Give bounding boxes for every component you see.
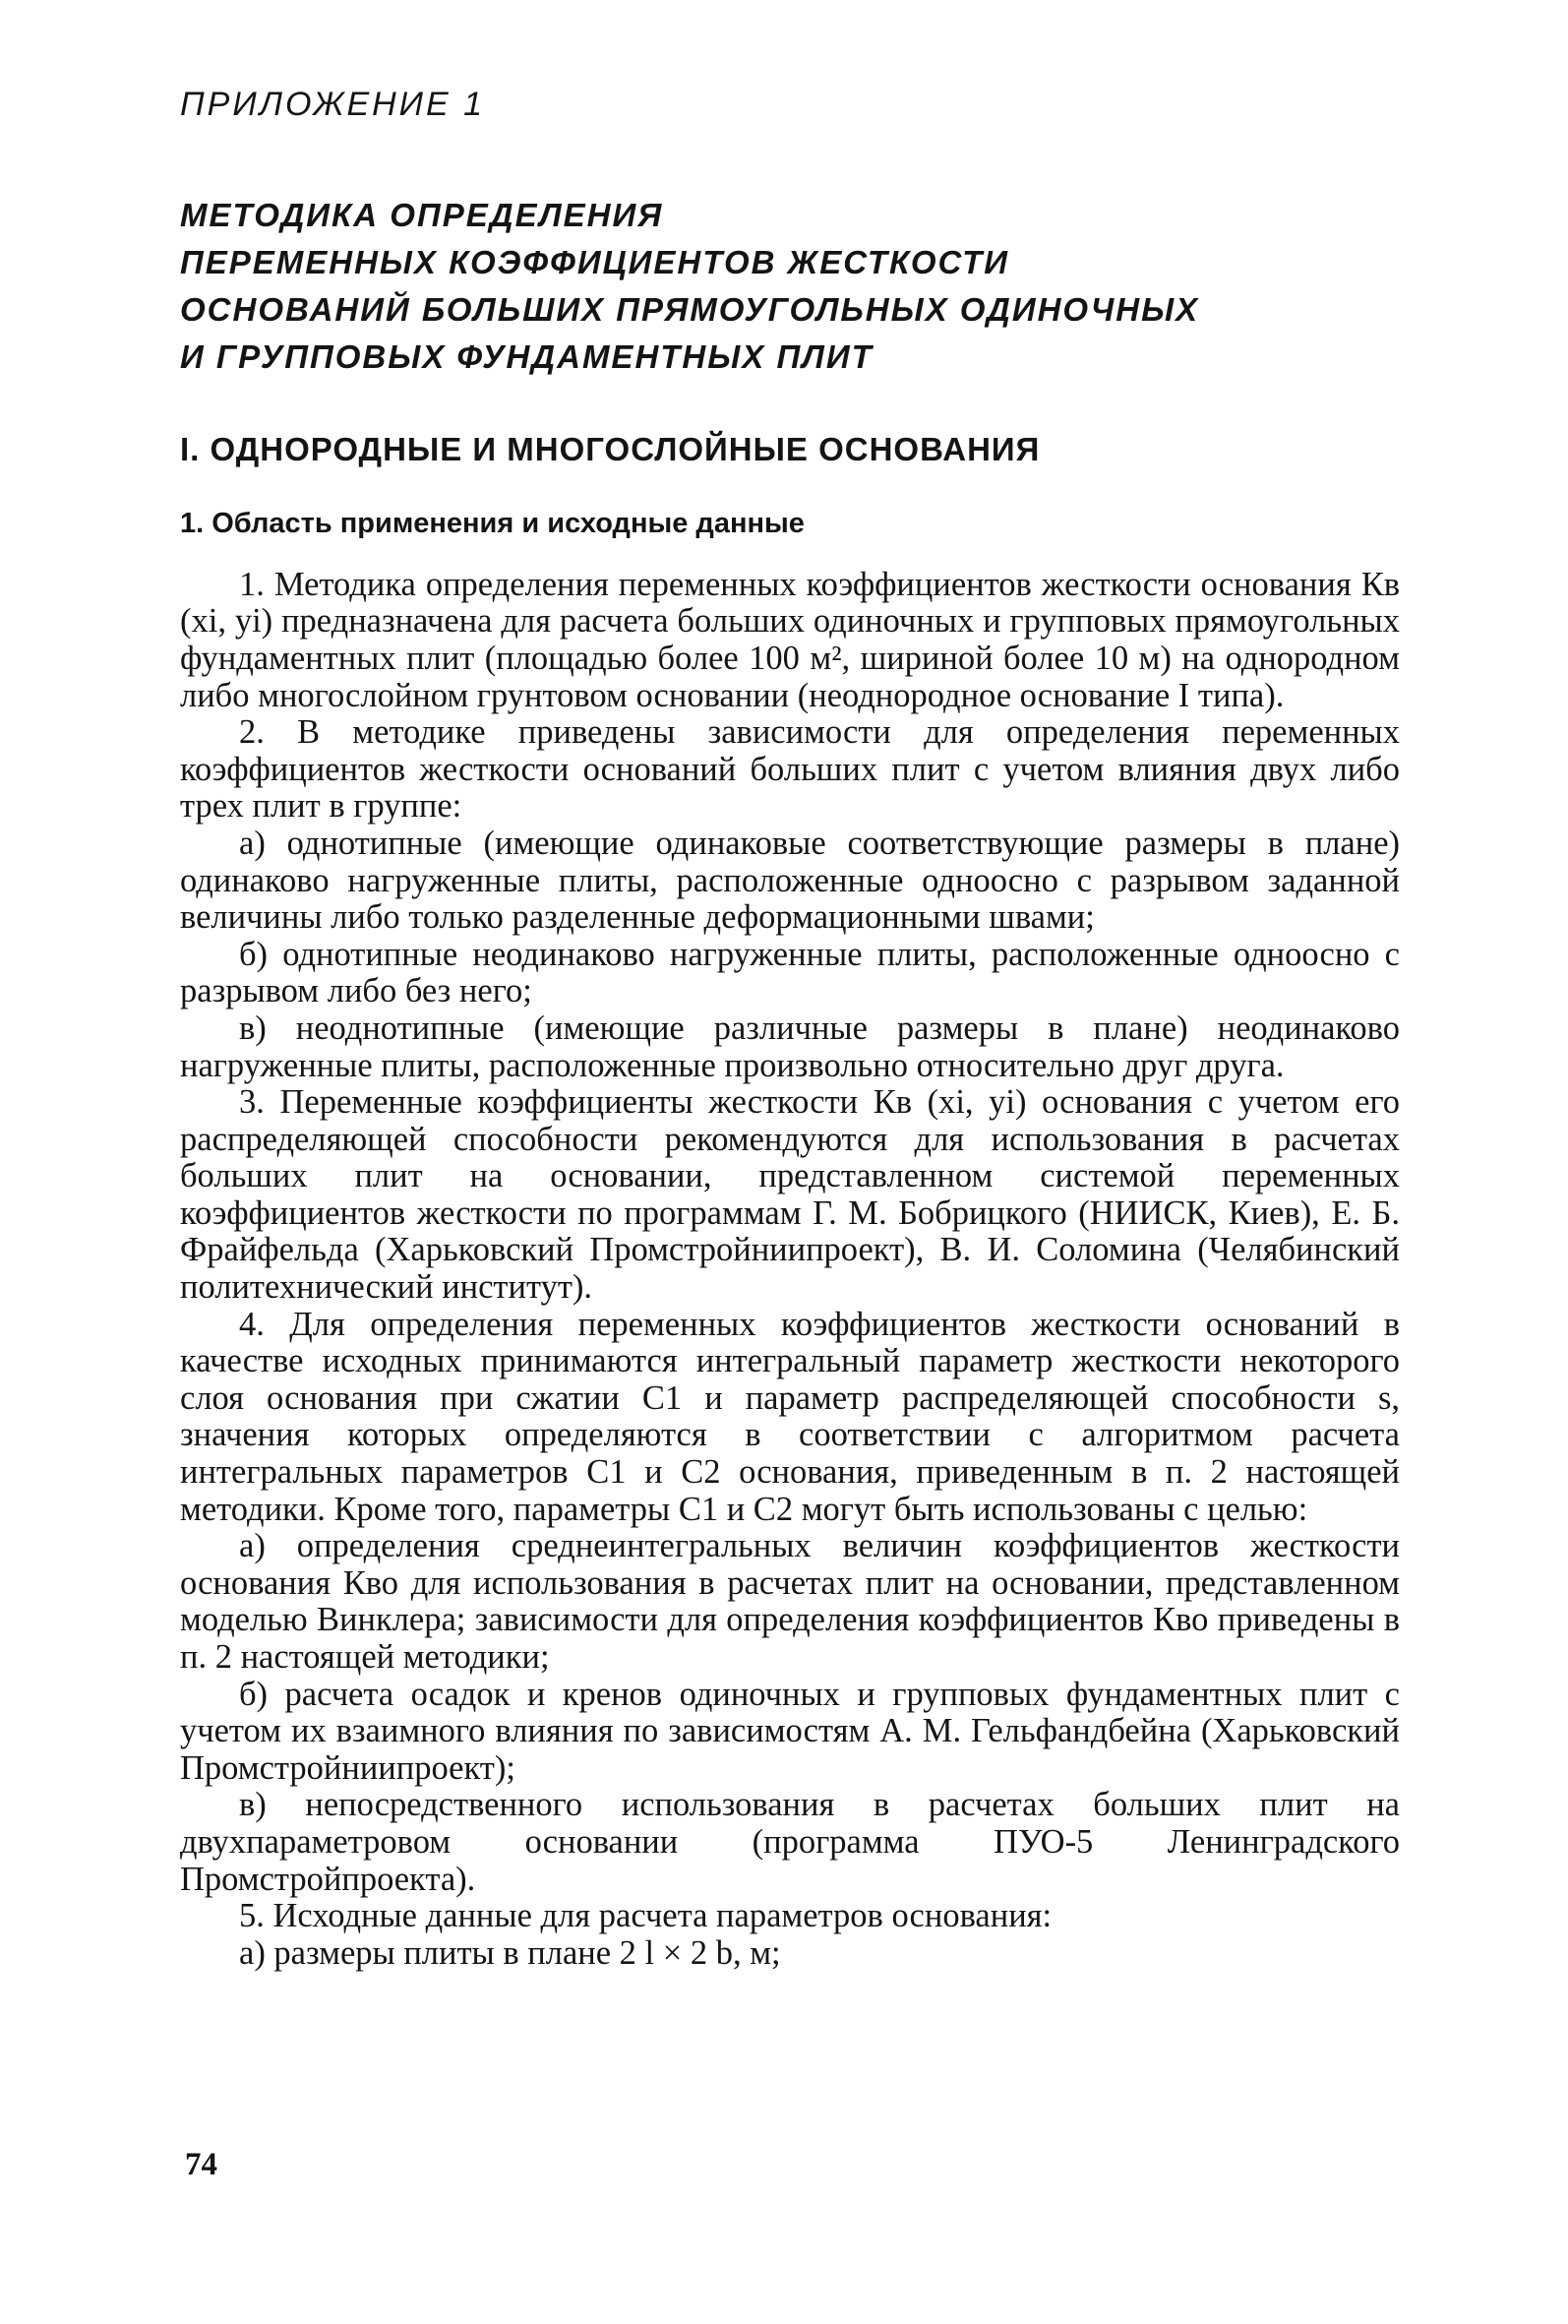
subsection-heading: 1. Область применения и исходные данные — [180, 507, 805, 539]
document-title — [180, 192, 1400, 381]
paragraph: б) расчета осадок и кренов одиночных и групповых фундаментных плит с учетом их взаимного влияния по зависимостям А. М. Гельфандбейна (Харьковский Промстройниипроект); — [180, 1675, 1400, 1787]
paragraph: 5. Исходные данные для расчета параметров основания: — [239, 1897, 1053, 1935]
title-line: ПЕРЕМЕННЫХ КОЭФФИЦИЕНТОВ ЖЕСТКОСТИ — [180, 244, 1009, 281]
title-line: МЕТОДИКА ОПРЕДЕЛЕНИЯ — [180, 197, 664, 234]
paragraph: в) непосредственного использования в расчетах больших плит на двухпараметровом основании (программа ПУО-5 Ленинградского Промстройпроекта). — [180, 1786, 1400, 1898]
title-line: И ГРУППОВЫХ ФУНДАМЕНТНЫХ ПЛИТ — [180, 338, 874, 376]
paragraph: 3. Переменные коэффициенты жесткости Кв (xi, yi) основания с учетом его распределяющей способности рекомендуются для использования в расчетах больших плит на основании, представленном системой переменных коэффициентов жесткости по программам Г. М. Бобрицкого (НИИСК, Киев), Е. Б. Фрайфельда (Харьковский Промстройниипроект), В. И. Соломина (Челябинский политехнический институт). — [180, 1083, 1400, 1307]
paragraph: б) однотипные неодинаково нагруженные плиты, расположенные одноосно с разрывом либо без него; — [180, 935, 1400, 1010]
page-number: 74 — [185, 2147, 217, 2182]
paragraph: а) однотипные (имеющие одинаковые соответствующие размеры в плане) одинаково нагруженные плиты, расположенные одноосно с разрывом заданной величины либо только разделенные деформационными швами; — [180, 824, 1400, 937]
paragraph: а) размеры плиты в плане 2 l × 2 b, м; — [239, 1933, 781, 1972]
paragraph: а) определения среднеинтегральных величин коэффициентов жесткости основания Кво для использования в расчетах плит на основании, представленном моделью Винклера; зависимости для определения коэффициентов Кво приведены в п. 2 настоящей методики; — [180, 1527, 1400, 1676]
section-heading: I. ОДНОРОДНЫЕ И МНОГОСЛОЙНЫЕ ОСНОВАНИЯ — [180, 431, 1041, 468]
appendix-label: ПРИЛОЖЕНИЕ 1 — [180, 86, 486, 123]
paragraph: 4. Для определения переменных коэффициентов жесткости оснований в качестве исходных принимаются интегральный параметр жесткости некоторого слоя основания при сжатии C1 и параметр распределяющей способности s, значения которых определяются в соответствии с алгоритмом расчета интегральных параметров C1 и C2 основания, приведенным в п. 2 настоящей методики. Кроме того, параметры C1 и C2 могут быть использованы с целью: — [180, 1305, 1400, 1528]
document-page — [180, 87, 1400, 1972]
body-text — [180, 567, 1400, 1973]
title-line: ОСНОВАНИЙ БОЛЬШИХ ПРЯМОУГОЛЬНЫХ ОДИНОЧНЫХ — [180, 291, 1200, 329]
paragraph: 1. Методика определения переменных коэффициентов жесткости основания Кв (xi, yi) предназначена для расчета больших одиночных и групповых прямоугольных фундаментных плит (площадью более 100 м², шириной более 10 м) на однородном либо многослойном грунтовом основании (неоднородное основание I типа). — [180, 565, 1400, 714]
paragraph: в) неоднотипные (имеющие различные размеры в плане) неодинаково нагруженные плиты, расположенные произвольно относительно друг друга. — [180, 1009, 1400, 1084]
paragraph: 2. В методике приведены зависимости для определения переменных коэффициентов жесткости оснований больших плит с учетом влияния двух либо трех плит в группе: — [180, 713, 1400, 826]
